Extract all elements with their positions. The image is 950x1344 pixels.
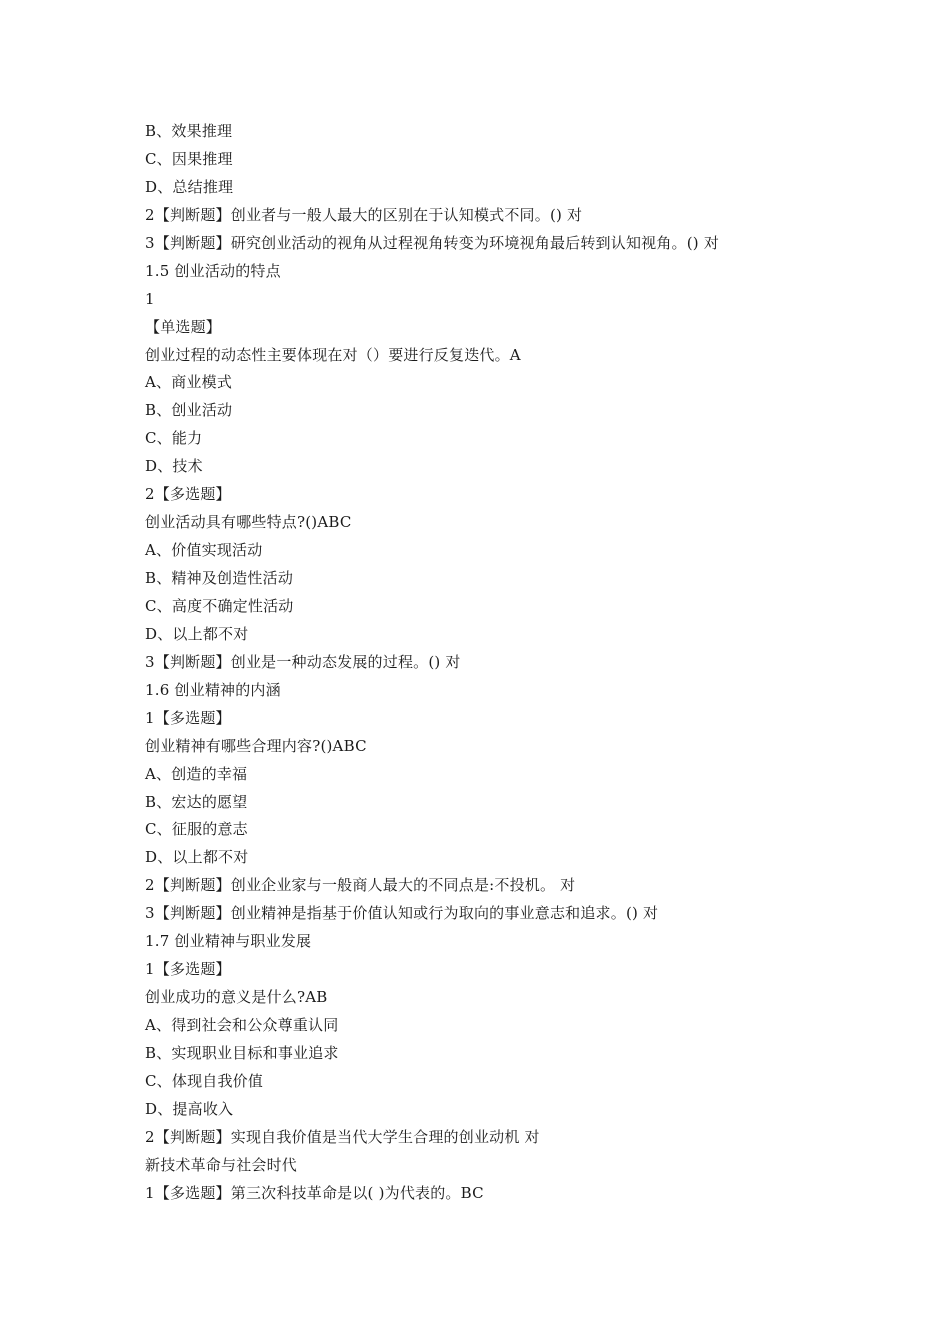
- option-line: C、征服的意志: [145, 820, 248, 839]
- question-type: 【单选题】: [145, 317, 222, 336]
- document-body: [145, 118, 845, 1208]
- option-line: D、以上都不对: [145, 848, 249, 867]
- option-line: C、高度不确定性活动: [145, 596, 294, 615]
- option-line: D、技术: [145, 457, 203, 476]
- question-line: 3【判断题】创业精神是指基于价值认知或行为取向的事业意志和追求。() 对: [145, 904, 659, 923]
- option-line: C、因果推理: [145, 149, 233, 168]
- question-line: 创业精神有哪些合理内容?()ABC: [145, 736, 367, 755]
- section-heading: 1.5 创业活动的特点: [145, 261, 281, 280]
- section-heading: 1.7 创业精神与职业发展: [145, 932, 312, 951]
- question-line: 创业过程的动态性主要体现在对（）要进行反复迭代。A: [145, 345, 521, 364]
- option-line: A、价值实现活动: [145, 541, 263, 560]
- option-line: C、体现自我价值: [145, 1071, 264, 1090]
- question-line: 1【多选题】第三次科技革命是以( )为代表的。BC: [145, 1183, 484, 1202]
- option-line: D、以上都不对: [145, 624, 249, 643]
- option-line: A、创造的幸福: [145, 764, 248, 783]
- option-line: A、得到社会和公众尊重认同: [145, 1016, 339, 1034]
- question-type: 2【多选题】: [145, 485, 231, 504]
- question-line: 2【判断题】实现自我价值是当代大学生合理的创业动机 对: [145, 1127, 540, 1146]
- option-line: C、能力: [145, 429, 203, 448]
- question-line: 2【判断题】创业者与一般人最大的区别在于认知模式不同。() 对: [145, 205, 583, 224]
- option-line: B、实现职业目标和事业追求: [145, 1043, 339, 1062]
- question-type: 1【多选题】: [145, 960, 231, 979]
- question-line: 3【判断题】创业是一种动态发展的过程。() 对: [145, 652, 461, 671]
- option-line: B、精神及创造性活动: [145, 569, 294, 587]
- section-heading: 1.6 创业精神的内涵: [145, 680, 281, 699]
- question-line: 创业活动具有哪些特点?()ABC: [145, 513, 352, 532]
- option-line: B、宏达的愿望: [145, 792, 248, 811]
- question-line: 2【判断题】创业企业家与一般商人最大的不同点是:不投机。 对: [145, 876, 576, 895]
- question-number: 1: [145, 289, 155, 308]
- option-line: D、提高收入: [145, 1099, 234, 1118]
- question-line: 3【判断题】研究创业活动的视角从过程视角转变为环境视角最后转到认知视角。() 对: [145, 233, 720, 252]
- question-type: 1【多选题】: [145, 708, 231, 727]
- section-heading: 新技术革命与社会时代: [145, 1155, 298, 1174]
- option-line: B、效果推理: [145, 122, 233, 140]
- option-line: D、总结推理: [145, 177, 234, 196]
- question-line: 创业成功的意义是什么?AB: [145, 988, 328, 1007]
- option-line: B、创业活动: [145, 401, 233, 420]
- option-line: A、商业模式: [145, 373, 233, 392]
